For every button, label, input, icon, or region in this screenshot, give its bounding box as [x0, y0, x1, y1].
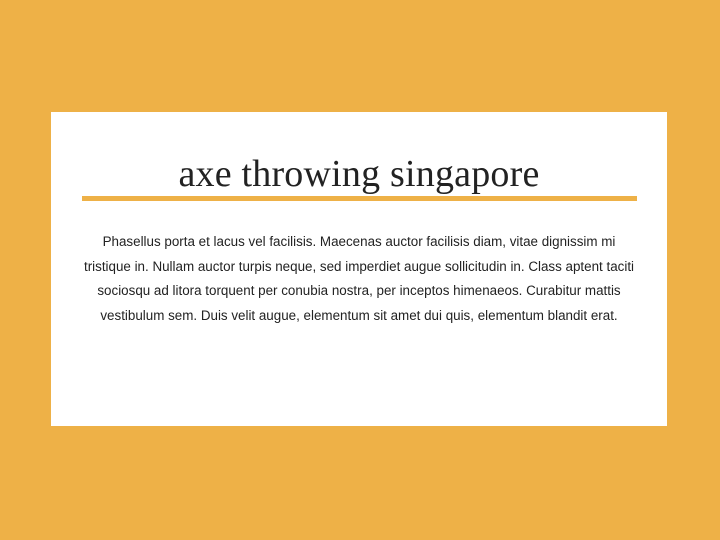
- slide-title: axe throwing singapore: [178, 153, 540, 195]
- slide-body-text: Phasellus porta et lacus vel facilisis. Maecenas auctor facilisis diam, vitae dignissim mi tristique in. Nullam auctor turpis neque, sed imperdiet augue sollicitudin in. Class aptent taciti sociosqu ad litora torquent per conubia nostra, per inceptos himenaeos. Curabitur mattis vestibulum sem. Duis velit augue, elementum sit amet dui quis, elementum blandit erat.: [83, 234, 635, 323]
- title-divider: [82, 196, 637, 201]
- content-card: [51, 112, 667, 426]
